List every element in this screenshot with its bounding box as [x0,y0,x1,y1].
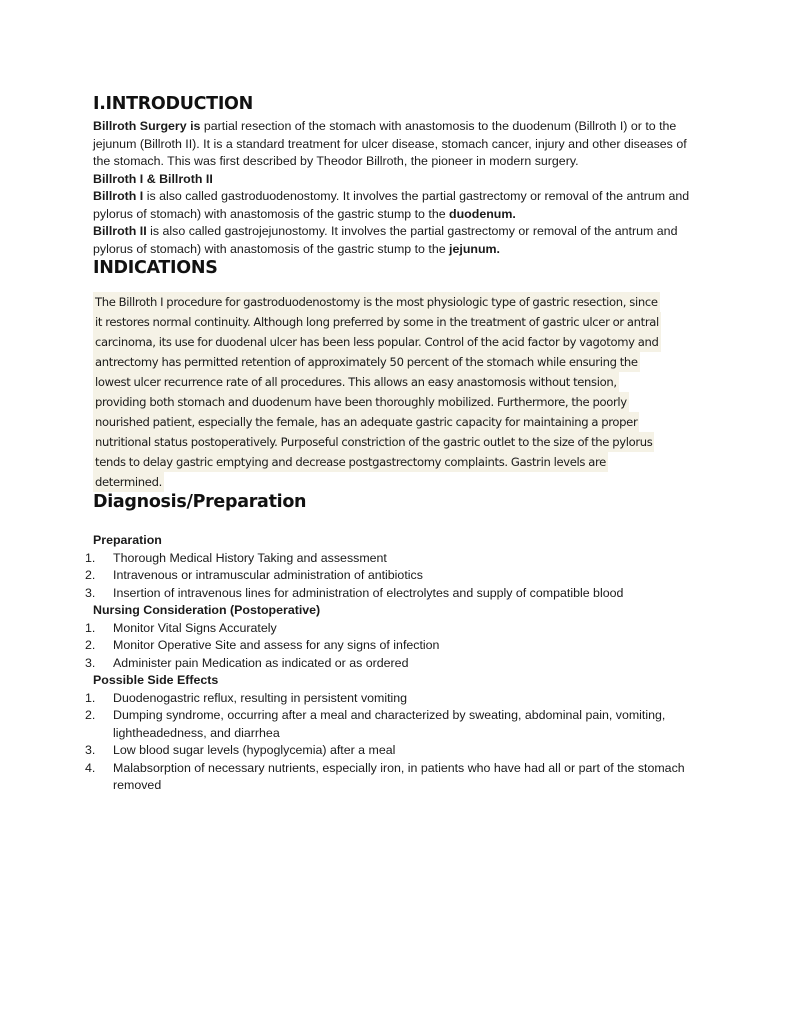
indications-line: it restores normal continuity. Although long preferred by some in the treatment of gastric ulcer or antral [93,312,661,332]
list-number: 1. [85,620,96,635]
preparation-list [85,550,695,603]
introduction-paragraph [93,118,703,171]
list-number: 3. [85,743,96,757]
list-number: 4. [85,760,96,775]
indications-line: antrectomy has permitted retention of approximately 50 percent of the stomach while ensuring the [93,352,640,372]
list-number: 2. [85,708,96,722]
list-number: 2. [85,568,96,582]
list-item [85,637,695,655]
indications-line: tends to delay gastric emptying and decrease postgastrectomy complaints. Gastrin levels are [93,452,608,472]
billroth-1-text: is also called gastroduodenostomy. It involves the partial gastrectomy or removal of the antrum and pylorus of stomach) with anastomosis of the gastric stump to the [93,189,690,221]
list-item [85,690,695,708]
nursing-title: Nursing Consideration (Postoperative) [93,603,321,617]
diagnosis-lists [85,532,703,795]
indications-heading: INDICATIONS [93,258,218,278]
billroth-1-paragraph [93,188,703,223]
list-item [85,655,695,673]
indications-line: determined. [93,472,164,492]
list-number: 2. [85,638,96,652]
list-text: Thorough Medical History Taking and assessment [113,550,387,565]
billroth-subheading: Billroth I & Billroth II [93,171,213,186]
list-text: Insertion of intravenous lines for administration of electrolytes and supply of compatible blood [113,585,624,600]
list-text: Malabsorption of necessary nutrients, especially iron, in patients who have had all or part of the stomach removed [113,760,685,792]
introduction-heading: I.INTRODUCTION [93,94,253,114]
billroth-1-target: duodenum. [449,206,516,221]
list-text: Duodenogastric reflux, resulting in persistent vomiting [113,690,408,705]
billroth-2-paragraph [93,223,703,258]
indications-line: nutritional status postoperatively. Purposeful constriction of the gastric outlet to the size of the pylorus [93,432,654,452]
billroth-1-term: Billroth I [93,189,144,203]
indications-line: The Billroth I procedure for gastroduodenostomy is the most physiologic type of gastric resection, since [93,292,660,312]
billroth-2-target: jejunum. [449,241,500,256]
list-number: 1. [85,550,96,565]
billroth-2-term: Billroth II [93,224,147,238]
list-number: 3. [85,585,96,600]
indications-line: providing both stomach and duodenum have been thoroughly mobilized. Furthermore, the poorly [93,392,629,412]
indications-line: nourished patient, especially the female, has an adequate gastric capacity for maintaining a proper [93,412,639,432]
list-text: Administer pain Medication as indicated or as ordered [113,655,409,670]
side-effects-title: Possible Side Effects [93,673,219,687]
indications-line: carcinoma, its use for duodenal ulcer has been less popular. Control of the acid factor by vagotomy and [93,332,661,352]
list-item [85,550,695,568]
list-text: Low blood sugar levels (hypoglycemia) after a meal [113,743,396,757]
list-item [85,620,695,638]
list-text: Dumping syndrome, occurring after a meal and characterized by sweating, abdominal pain, vomiting, lightheadedness, and diarrhea [113,708,666,740]
indications-paragraph [93,292,703,492]
list-text: Intravenous or intramuscular administration of antibiotics [113,568,423,582]
list-item [85,567,695,585]
side-effects-list [85,690,695,795]
list-item [85,742,695,760]
list-item [85,760,695,795]
nursing-list [85,620,695,673]
diagnosis-heading: Diagnosis/Preparation [93,492,307,512]
indications-line: lowest ulcer recurrence rate of all procedures. This allows an easy anastomosis without tension, [93,372,619,392]
document-page [85,94,703,795]
list-item [85,585,695,603]
intro-text: partial resection of the stomach with anastomosis to the duodenum (Billroth I) or to the jejunum (Billroth II). It is a standard treatment for ulcer disease, stomach cancer, injury and other diseases of the stomach. This was first described by Theodor Billroth, the pioneer in modern surgery. [93,119,687,168]
list-item [85,707,695,742]
list-number: 3. [85,655,96,670]
list-text: Monitor Vital Signs Accurately [113,620,277,635]
intro-bold-term: Billroth Surgery is [93,119,201,133]
list-number: 1. [85,690,96,705]
billroth-2-text: is also called gastrojejunostomy. It involves the partial gastrectomy or removal of the antrum and pylorus of stomach) with anastomosis of the gastric stump to the [93,224,678,256]
list-text: Monitor Operative Site and assess for any signs of infection [113,638,440,652]
preparation-title: Preparation [93,533,162,547]
